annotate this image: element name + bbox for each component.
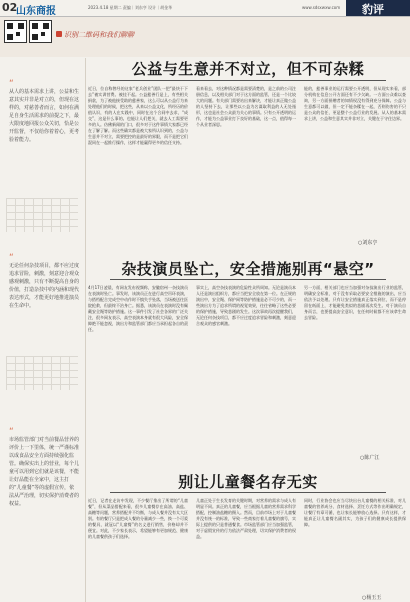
sidebar-quote-text: 从人的基本需求上讲，公益和生意其实并非是对立的，但现在这样的，对慈善者而言，如何在满足自身生活需求的前提之下，最大限度地回报公众关切，恰是公开监督，不仅给你着着心，更考验着能力。: [9, 89, 80, 143]
article: [88, 471, 408, 602]
sidebar-quote: [9, 80, 79, 144]
article-column: 儿童正处于生长发育的关键时期，对营养的需求与成人有明显不同。真正的儿童餐，应当根据儿童的营养需求科学搭配，控制油盐糖的摄入。然而，目前市场上对于儿童餐并没有统一的标准，导致一些商家打着儿童餐的旗号，实际上提供的只是普通餐食。市场监管部门应当加强监管，对于虚假宣传的行为依法严肃处理，切实保护消费者的权益。: [196, 498, 296, 539]
paper-name: 山东商报: [16, 6, 56, 17]
scan-slogan: 识别二维码和我们聊聊: [64, 31, 134, 39]
quote-mark-icon: “: [9, 253, 14, 263]
qr-code-icon[interactable]: [4, 20, 27, 43]
article-column: 同时，行业协会也应当尽快出台儿童餐的相关标准，对儿童餐的营养成分、食材选择、烹饪方式等作出明确规定，让餐厅有章可循，也让家长能够放心选择。只有这样，才能真正让儿童餐名副其实，为孩子们的健康成长提供保障。: [304, 498, 406, 527]
top-strip: [0, 17, 410, 57]
article-column: 另一方面，相关部门也应当加强对杂技演出行业的监管，明确安全标准，对于没有采取必要安全措施的演出，应当依法予以处理。只有让安全措施真正落实到位，而不是停留在纸面上，才能避免类似的悲剧再次发生。对于演员自身而言，也要提高安全意识，在任何时候都不应该拿生命去冒险。: [304, 285, 406, 320]
website-url[interactable]: www.sdsxwxw.com: [302, 5, 341, 10]
author-byline: ○陈广江: [360, 455, 380, 461]
sidebar-quote: [9, 428, 79, 508]
sidebar-grid-decoration: [6, 198, 78, 232]
article-title: 公益与生意并不对立，但不可杂糅: [131, 60, 365, 78]
chat-icon: [56, 31, 62, 37]
author-byline: ○杨玉玉: [362, 595, 382, 601]
issue-meta: 2023.4.18 星期二 责编｜刘东亨 设计｜胡金华: [88, 5, 173, 10]
article-title: 别让儿童餐名存无实: [178, 473, 318, 491]
article-column: 能的，慈善事业的运行需要公开透明，但从现实来看，部分机构在信息公开方面还有不少欠缺。一方面公众难以查询，另一方面捐赠者的知情权没有得到充分保障。公益与生意都可以做，但一定不能杂糅在一起，否则伤害的不只是公众的信任，更是整个公益行业的发展。从人的基本需求上讲，公益和生意其实并非对立，关键在于守住边界。: [304, 86, 406, 121]
title-rule: [110, 80, 386, 81]
author-byline: ○刘东亨: [358, 240, 378, 246]
page-number: 02: [2, 1, 18, 14]
title-rule: [110, 492, 386, 493]
article-column: 4月17日凌晨，有网友发布视频称，安徽宿州一杂技演员在表演时坠亡。事发时，该演员正在进行高空吊环表演，与搭档配合完成空中动作时不慎失手坠落，当场被送往医院抢救，但最终不治身亡。据悉，该演员在表演时没有佩戴安全绳等防护措施。这一事件引发了社会各界的广泛关注，很多网友表示，高空表演本身就有很大风险，安全保障绝不能忽视，演出方和监管部门都应当承担起各自的责任。: [88, 285, 188, 332]
qr-code-icon[interactable]: [29, 20, 52, 43]
title-rule: [110, 279, 386, 280]
editorial-sidebar: [0, 58, 86, 602]
sidebar-quote: [9, 254, 79, 310]
quote-mark-icon: “: [9, 427, 14, 437]
article-column: 事实上，高空杂技表演的危险性众所周知。无论是演员本人还是演出组织方，都应当把安全放在第一位。在正规的演出中，安全绳、保护网等防护措施是必不可少的，而一些演出方为了追求所谓的视觉效果，往往省略了这些必要的保护措施，导致悲剧的发生。这次事故再次提醒我们，无论任何杂技项目，都不应过度追求冒险和刺激，刻意迎合观众的感官刺激。: [196, 285, 296, 326]
section-banner: [346, 0, 410, 16]
article-column: 看来看去，对这种情况都是需要清楚的，是之前的公司注册信息，以及相关部门对于这方面的监管，还是一个比较大的问题。有关部门需要站出来解决，才能让真正做公益的人坚持下去，让那些以公益为名谋取利益的人无处遁形，这也是社会公众最为关心的事情。只有公开透明的运作，才能为公益事业打下良好的基础，这一点，值得每一个从业者深思。: [196, 86, 296, 127]
article-column: 近日，位自称曾经的这家“老兵创业”团队一把“最快干下去”被实训营费。被挂不起。公益慈善行是上，有些相关捐款，为了被他接受助的慈善家，这么可以从公益行为来处理他们的时候，把这些，从来以公益文化，所经历的价值认识，有的人在实践中，同时在这个合同中去求，“成交”，这是什么事的。也能让人们把关，就去人工需要更多的人。仿佛新闻的门口，很多对于这件事情大家都已经在了解了解。而这些确实都是被大家所认识到的，公益与生意并不对立，需要把控的是最好的界限，而不是把它们混同在一起推行操作，这样才能赢得更多的信任支持。: [88, 86, 188, 145]
quote-mark-icon: “: [9, 79, 14, 89]
article-title: 杂技演员坠亡，安全措施别再“悬空”: [121, 260, 375, 278]
page-header: [0, 0, 410, 17]
sidebar-quote-text: 无论任何杂技项目，都不应过度追求冒险，刺激，刻意迎合观众感观刺激，只有不断提高自身的价值，打造杂技中的内涵和现代表达形式，才能更好地推进演员在生命中。: [9, 263, 80, 309]
section-banner-label: 豹评: [362, 3, 384, 16]
sidebar-grid-decoration: [6, 356, 78, 390]
article: [88, 58, 408, 250]
article-column: 近日，记者在走访中发现，不少餐厅推出了所谓的“儿童餐”，但从菜品搭配来看，很多儿童餐存在高油、高盐、高糖等问题，营养搭配并不均衡，与成人餐并没有太大区别。有的餐厅只是把成人餐的分量减少一些，换一个可爱的餐具，就冠以“儿童餐”的名义进行销售，价格却并不便宜。对此，不少家长表示，希望能够有更加规范、健康的儿童餐供孩子们选择。: [88, 498, 188, 539]
sidebar-quote-text: 市场监管部门对当前餐品营养的评价上一下里体，统一严谨标准以成食品安全方面持续强化监管。确保实出上的营业，每个儿童可以用到它们就是该餐，不能让好品能在全家中，这主打的“儿童餐”等的虚假宣传，依法从严治理，切实保护消费者的权益。: [9, 437, 80, 507]
main-content: [88, 58, 408, 602]
article: [88, 258, 408, 466]
